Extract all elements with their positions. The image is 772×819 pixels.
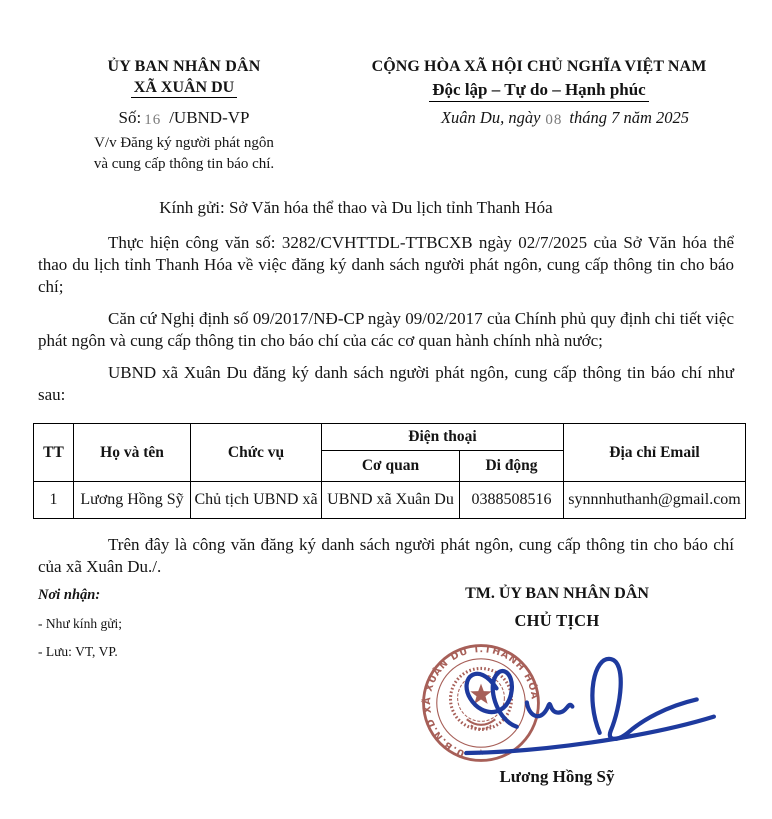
table-row bbox=[34, 482, 746, 519]
document-footer bbox=[38, 585, 734, 787]
signer-name: Lương Hồng Sỹ bbox=[499, 767, 615, 787]
national-motto: CỘNG HÒA XÃ HỘI CHỦ NGHĨA VIỆT NAM bbox=[371, 58, 707, 75]
seal-and-signature-area bbox=[380, 633, 734, 773]
org-name-line2: XÃ XUÂN DU bbox=[38, 79, 330, 97]
closing-paragraph: Trên đây là công văn đăng ký danh sách người phát ngôn, cung cấp thông tin cho báo chí của xã Xuân Du./. bbox=[38, 535, 734, 577]
header-tt: TT bbox=[34, 424, 74, 482]
national-slogan: Độc lập – Tự do – Hạnh phúc bbox=[344, 80, 734, 100]
salutation: Kính gửi: Sở Văn hóa thể thao và Du lịch tỉnh Thanh Hóa bbox=[159, 198, 553, 218]
body-paragraph-3: UBND xã Xuân Du đăng ký danh sách người phát ngôn, cung cấp thông tin báo chí như sau: bbox=[38, 363, 734, 405]
cell-phone-office: UBND xã Xuân Du bbox=[322, 482, 460, 519]
number-prefix: Số: bbox=[118, 108, 142, 127]
stamped-day: 08 bbox=[545, 112, 563, 128]
stamped-number: 16 bbox=[144, 112, 162, 128]
document-subject bbox=[38, 133, 330, 174]
seal-star-icon: ★ bbox=[477, 747, 485, 758]
cell-email: synnnhuthanh@gmail.com bbox=[564, 482, 746, 519]
signature-block bbox=[338, 585, 734, 787]
signature bbox=[448, 643, 726, 761]
table-header-row-1 bbox=[34, 424, 746, 451]
document-number bbox=[38, 108, 330, 128]
date-line bbox=[344, 108, 734, 128]
date-prefix: Xuân Du, ngày bbox=[440, 108, 541, 127]
recipient-item-2: - Lưu: VT, VP. bbox=[38, 644, 118, 660]
body-paragraph-1: Thực hiện công văn số: 3282/CVHTTDL-TTBCXB ngày 02/7/2025 của Sở Văn hóa thể thao du lịch tỉnh Thanh Hóa về việc đăng ký danh sách người phát ngôn, cung cấp thông tin cho báo chí; bbox=[38, 233, 734, 297]
header-phone-office: Cơ quan bbox=[322, 451, 460, 482]
header-email: Địa chỉ Email bbox=[564, 424, 746, 482]
recipients-heading: Nơi nhận: bbox=[38, 587, 101, 604]
issuing-authority-block bbox=[38, 58, 330, 174]
authority-line: TM. ỦY BAN NHÂN DÂN bbox=[465, 585, 649, 603]
seal-ring-text: U.B.N.D XÃ XUÂN DU T.THANH HÓA bbox=[422, 644, 540, 760]
position-line: CHỦ TỊCH bbox=[514, 611, 600, 631]
header-phone: Điện thoại bbox=[322, 424, 564, 451]
body-paragraph-2: Căn cứ Nghị định số 09/2017/NĐ-CP ngày 09/02/2017 của Chính phủ quy định chi tiết việc phát ngôn và cung cấp thông tin cho báo chí của các cơ quan hành chính nhà nước; bbox=[38, 309, 734, 351]
subject-line2: và cung cấp thông tin báo chí. bbox=[93, 155, 275, 172]
cell-name: Lương Hồng Sỹ bbox=[74, 482, 191, 519]
cell-phone-mobile: 0388508516 bbox=[460, 482, 564, 519]
header-position: Chức vụ bbox=[191, 424, 322, 482]
cell-tt: 1 bbox=[34, 482, 74, 519]
header-name: Họ và tên bbox=[74, 424, 191, 482]
org-name-line1: ỦY BAN NHÂN DÂN bbox=[107, 58, 261, 75]
spokesperson-table bbox=[33, 423, 746, 519]
header-phone-mobile: Di động bbox=[460, 451, 564, 482]
subject-line1: V/v Đăng ký người phát ngôn bbox=[94, 135, 274, 151]
recipients-block bbox=[38, 585, 338, 787]
recipient-item-1: - Như kính gửi; bbox=[38, 616, 123, 632]
national-header-block bbox=[330, 58, 734, 174]
cell-position: Chủ tịch UBND xã bbox=[191, 482, 322, 519]
date-suffix: tháng 7 năm 2025 bbox=[569, 108, 690, 127]
number-suffix: /UBND-VP bbox=[169, 108, 250, 127]
document-header bbox=[38, 58, 734, 174]
